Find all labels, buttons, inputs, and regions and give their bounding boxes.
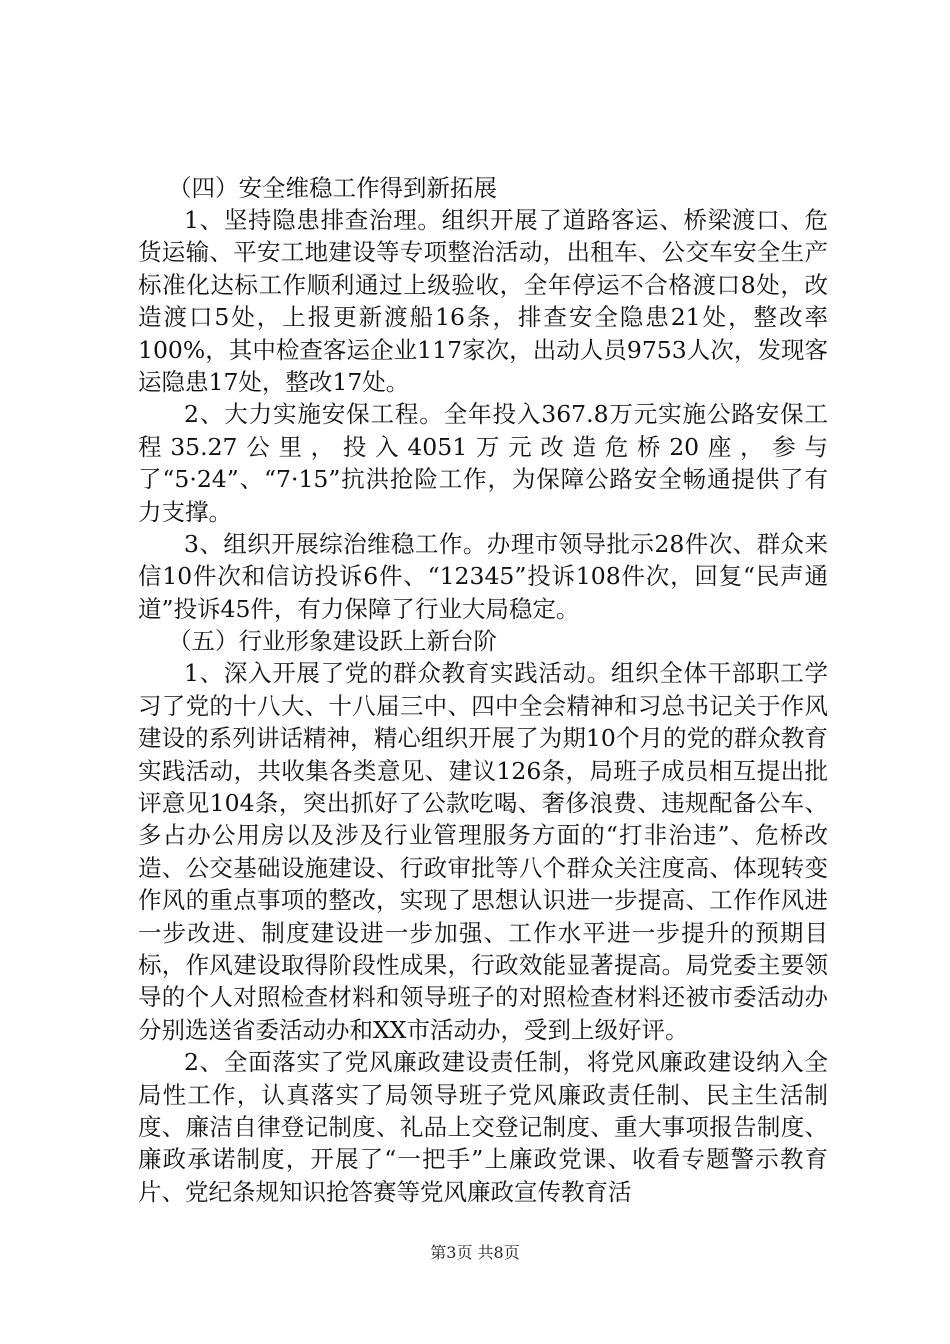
- paragraph: 2、全面落实了党风廉政建设责任制，将党风廉政建设纳入全局性工作，认真落实了局领导班子党风廉政责任制、民主生活制度、廉洁自律登记制度、礼品上交登记制度、重大事项报告制度、廉政承诺制度，开展了“一把手”上廉政党课、收看专题警示教育片、党纪条规知识抢答赛等党风廉政宣传教育活: [138, 1048, 828, 1206]
- paragraph: 2、大力实施安保工程。全年投入367.8万元实施公路安保工程35.27公里，投入4051万元改造危桥20座，参与了“5·24”、“7·15”抗洪抢险工作，为保障公路安全畅通提供了有力支撑。: [138, 400, 828, 526]
- page-footer: 第3页 共8页: [430, 1243, 520, 1262]
- paragraph: 3、组织开展综治维稳工作。办理市领导批示28件次、群众来信10件次和信访投诉6件、“12345”投诉108件次，回复“民声通道”投诉45件，有力保障了行业大局稳定。: [138, 530, 828, 623]
- section-heading-5: （五）行业形象建设跃上新台阶: [168, 627, 497, 656]
- paragraph: 1、深入开展了党的群众教育实践活动。组织全体干部职工学习了党的十八大、十八届三中、四中全会精神和习总书记关于作风建设的系列讲话精神，精心组织开展了为期10个月的党的群众教育实践活动，共收集各类意见、建议126条，局班子成员相互提出批评意见104条，突出抓好了公款吃喝、奢侈浪费、违规配备公车、多占办公用房以及涉及行业管理服务方面的“打非治违”、危桥改造、公交基础设施建设、行政审批等八个群众关注度高、体现转变作风的重点事项的整改，实现了思想认识进一步提高、工作作风进一步改进、制度建设进一步加强、工作水平进一步提升的预期目标，作风建设取得阶段性成果，行政效能显著提高。局党委主要领导的个人对照检查材料和领导班子的对照检查材料还被市委活动办分别选送省委活动办和XX市活动办，受到上级好评。: [138, 659, 828, 1044]
- section-heading-4: （四）安全维稳工作得到新拓展: [168, 174, 497, 202]
- document-body: [138, 172, 828, 1208]
- paragraph: 1、坚持隐患排查治理。组织开展了道路客运、桥梁渡口、危货运输、平安工地建设等专项整治活动，出租车、公交车安全生产标准化达标工作顺利通过上级验收，全年停运不合格渡口8处，改造渡口5处，上报更新渡船16条，排查安全隐患21处，整改率100%，其中检查客运企业117家次，出动人员9753人次，发现客运隐患17处，整改17处。: [138, 206, 828, 397]
